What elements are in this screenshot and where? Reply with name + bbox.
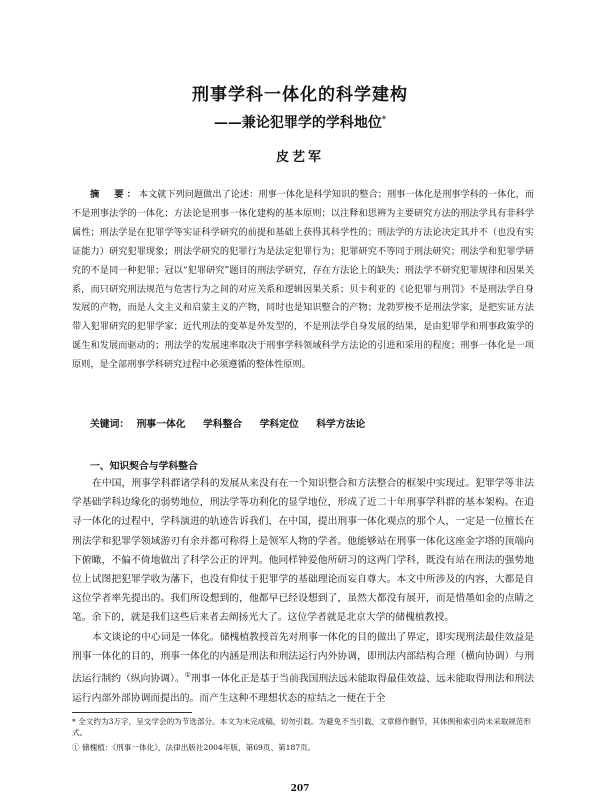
footnote: * 全文约为3万字，呈交学会的为节选部分。本文为未完成稿，切勿引载。为避免不当引载，文章修作删节，其体例和索引尚未采取规范形式。 <box>72 717 532 737</box>
body-text <box>72 474 534 708</box>
abstract <box>72 186 534 375</box>
footnote: ① 储槐植：《刑事一体化》，法律出版社2004年版，第69页、第187页。 <box>72 743 316 752</box>
subtitle-text: ——兼论犯罪学的学科地位 <box>213 115 382 131</box>
abstract-label: 摘 要： <box>90 189 139 200</box>
body-paragraph-text: 刑事一体化正是基于当前我国刑法远未能取得最佳效益、远未能取得刑法和刑法运行内部外部协调而提出的。而产生这种不理想状态的症结之一便在于全 <box>72 673 534 704</box>
body-paragraph-text: 本文谈论的中心词是一体化。储槐植教授首先对刑事一体化的目的做出了界定，即实现刑法最佳效益是刑事一体化的目的，刑事一体化的内涵是刑法和刑法运行内外协调，即刑法内部结构合理（横向协调）与刑法运行制约（纵向协调）。 <box>72 631 534 685</box>
keyword-item: 刑事一体化 <box>136 419 186 430</box>
footnote-reference: ① <box>184 671 191 680</box>
keyword-item: 学科整合 <box>203 419 243 430</box>
keywords <box>90 416 530 430</box>
paper-title: 刑事学科一体化的科学建构 <box>192 85 408 105</box>
abstract-text: 本文就下列问题做出了论述：刑事一体化是科学知识的整合；刑事一体化是刑事学科的一体化，而不是刑事法学的一体化；方法论是刑事一体化建构的基本原则；以注释和思辨为主要研究方法的刑法学具有非科学属性；刑法学是在犯罪学等实证科学研究的前提和基础上获得其科学性的；刑法学的方法论决定其并不（也没有实证能力）研究犯罪现象；刑法学研究的犯罪行为是法定犯罪行为；犯罪研究不等同于刑法研究；刑法学和犯罪学研究的不是同一种犯罪；冠以“犯罪研究”题目的刑法学研究，存在方法论上的缺失；刑法学不研究犯罪规律和因果关系，而只研究刑法规范与危害行为之间的对应关系和逻辑因果关系；贝卡利亚的《论犯罪与刑罚》不是刑法学自身发展的产物，而是人文主义和启蒙主义的产物，同时也是知识整合的产物；龙勃罗梭不是刑法学家，是把实证方法带入犯罪研究的犯罪学家；近代刑法的变革是外发型的，不是刑法学自身发展的结果，是由犯罪学和刑事政策学的诞生和发展而驱动的；刑法学的发展速率取决于刑事学科领域科学方法论的引进和采用的程度；刑事一体化是一项原则，是全部刑事学科研究过程中必须遵循的整体性原则。 <box>72 189 535 371</box>
author-name: 皮艺军 <box>275 150 324 165</box>
keywords-label: 关键词： <box>90 419 130 430</box>
footnote-divider <box>72 712 192 713</box>
subtitle-footnote-mark: * <box>381 113 387 124</box>
body-paragraph <box>72 628 534 708</box>
page-number: 207 <box>290 784 310 794</box>
section-heading: 一、知识契合与学科整合 <box>90 461 198 472</box>
keyword-item: 科学方法论 <box>316 419 366 430</box>
paper-subtitle <box>0 112 600 132</box>
body-paragraph: 在中国，刑事学科群诸学科的发展从来没有在一个知识整合和方法整合的框架中实现过。犯罪学等非法学基础学科边缘化的弱势地位，刑法学等功利化的显学地位，形成了近二十年刑事学科群的基本架构。在追寻一体化的过程中，学科演进的轨迹告诉我们，在中国，提出刑事一体化观点的那个人，一定是一位擅长在刑法学和犯罪学领域游刃有余并都可称得上是领军人物的学者。他能够站在刑事一体化这座金字塔的顶端向下俯瞰，不偏不倚地做出了科学公正的评判。他同样钟爱他所研习的这两门学科，既没有站在刑法的强势地位上试图把犯罪学收为藩下，也没有仰仗于犯罪学的基础理论而妄自尊大。本文中所涉及的内容，大都是自这位学者率先提出的。我们所设想到的，他都早已经设想到了，虽然大都没有展开，而是惜墨如金的点睛之笔。余下的，就是我们这些后来者去阐扬光大了。这位学者就是北京大学的储槐植教授。 <box>72 478 534 624</box>
keyword-item: 学科定位 <box>259 419 299 430</box>
